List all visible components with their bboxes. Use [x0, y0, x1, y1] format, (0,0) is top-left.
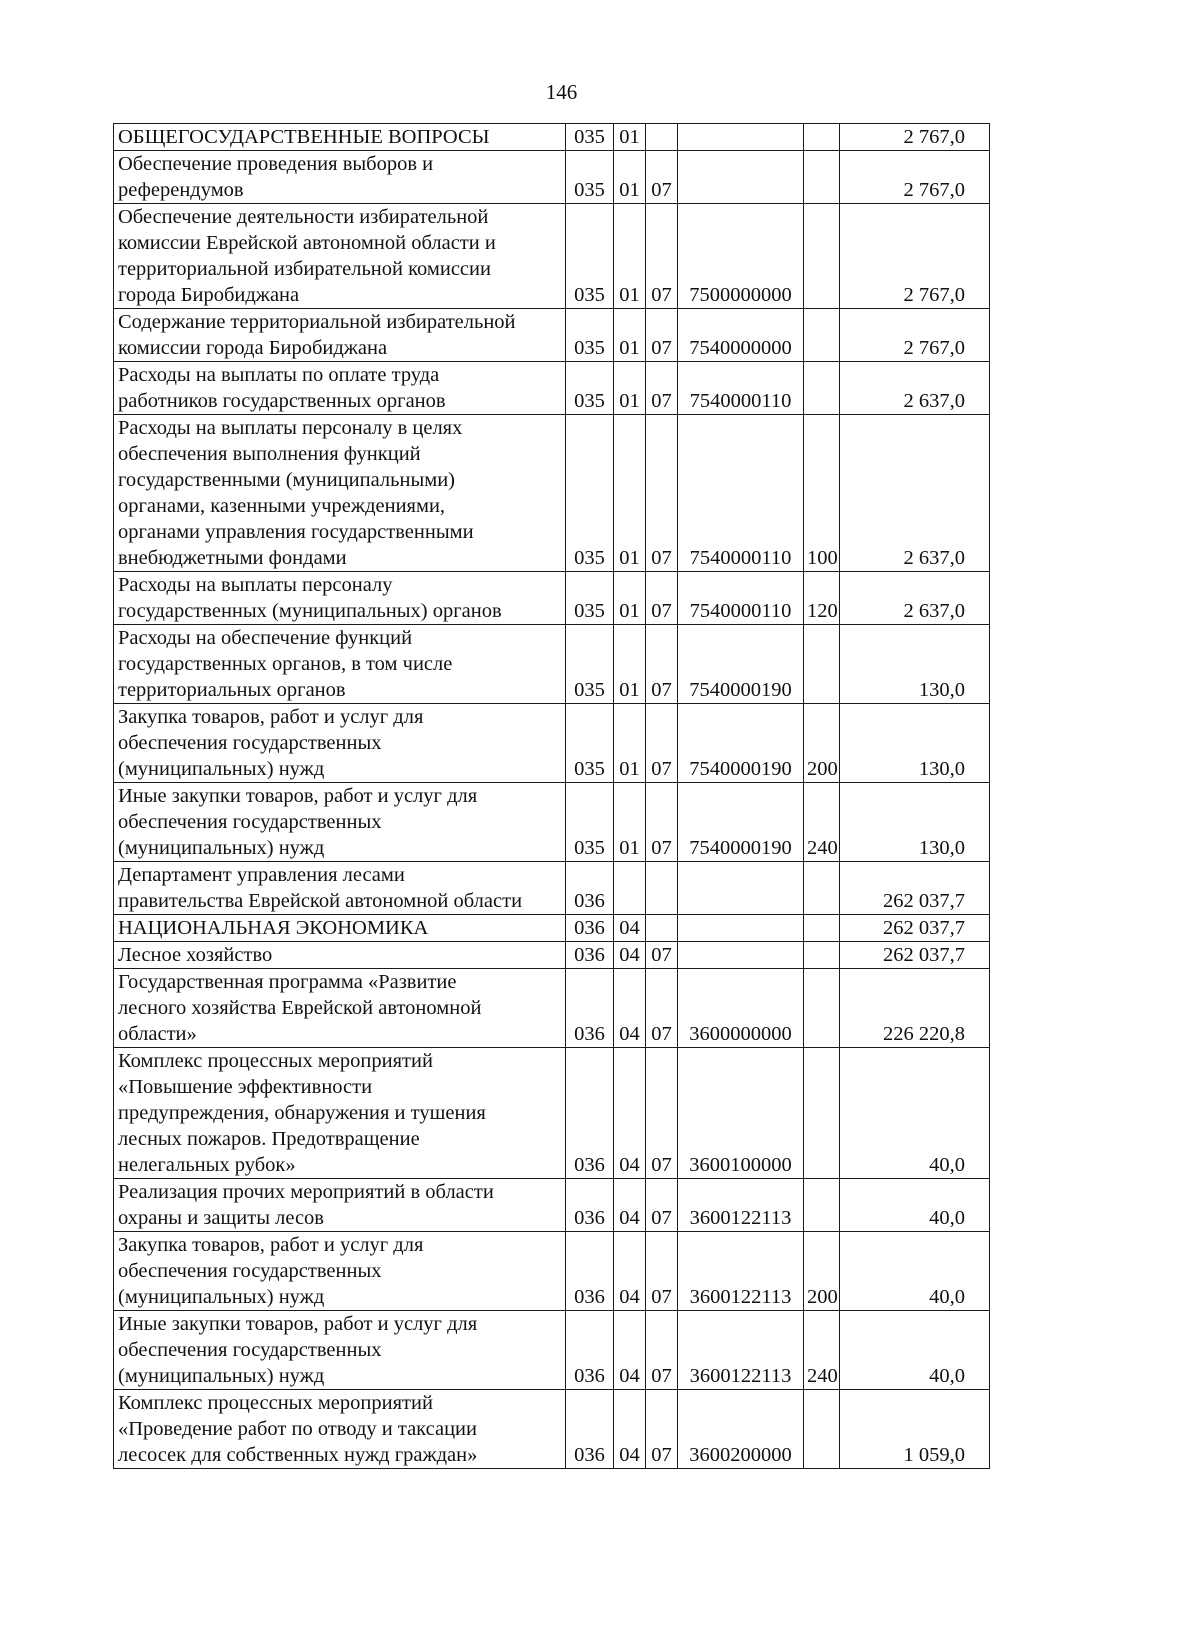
cell-expense-type	[804, 309, 840, 362]
cell-amount: 2 637,0	[840, 362, 990, 415]
cell-expense-type	[804, 151, 840, 204]
cell-name	[114, 1232, 566, 1311]
cell-expense-type	[804, 204, 840, 309]
cell-amount: 40,0	[840, 1232, 990, 1311]
cell-expense-type: 240	[804, 1311, 840, 1390]
cell-razdel: 01	[614, 572, 646, 625]
cell-expense-type	[804, 362, 840, 415]
cell-name-line: нелегальных рубок»	[118, 1154, 296, 1176]
cell-name-line: Расходы на выплаты по оплате труда	[118, 364, 440, 386]
cell-amount: 1 059,0	[840, 1390, 990, 1469]
cell-name-line: территориальных органов	[118, 679, 346, 701]
cell-target-article: 7540000190	[678, 625, 804, 704]
table-row	[114, 625, 990, 704]
cell-name-line: Комплекс процессных мероприятий	[118, 1050, 433, 1072]
cell-amount: 130,0	[840, 704, 990, 783]
cell-razdel: 01	[614, 704, 646, 783]
cell-name	[114, 704, 566, 783]
cell-target-article: 3600122113	[678, 1179, 804, 1232]
cell-target-article: 7540000190	[678, 783, 804, 862]
cell-razdel: 04	[614, 1390, 646, 1469]
cell-podrazdel: 07	[646, 1390, 678, 1469]
cell-ved: 036	[566, 1179, 614, 1232]
cell-target-article	[678, 942, 804, 969]
table-row	[114, 942, 990, 969]
cell-expense-type	[804, 1179, 840, 1232]
table-row	[114, 572, 990, 625]
cell-ved: 035	[566, 124, 614, 151]
cell-target-article: 3600122113	[678, 1232, 804, 1311]
table-row	[114, 1179, 990, 1232]
cell-podrazdel: 07	[646, 309, 678, 362]
cell-name-line: государственными (муниципальными)	[118, 469, 455, 491]
table-row	[114, 204, 990, 309]
cell-ved: 036	[566, 1048, 614, 1179]
cell-podrazdel: 07	[646, 1311, 678, 1390]
cell-name-line: органами управления государственными	[118, 521, 474, 543]
cell-target-article: 7540000110	[678, 415, 804, 572]
cell-name-line: Содержание территориальной избирательной	[118, 311, 516, 333]
cell-name-line: Реализация прочих мероприятий в области	[118, 1181, 494, 1203]
cell-podrazdel: 07	[646, 1232, 678, 1311]
cell-name	[114, 915, 566, 942]
cell-podrazdel: 07	[646, 1179, 678, 1232]
cell-name-line: государственных (муниципальных) органов	[118, 600, 502, 622]
cell-podrazdel: 07	[646, 625, 678, 704]
table-row	[114, 415, 990, 572]
cell-podrazdel: 07	[646, 1048, 678, 1179]
cell-amount: 2 767,0	[840, 204, 990, 309]
cell-target-article: 3600100000	[678, 1048, 804, 1179]
cell-ved: 036	[566, 1390, 614, 1469]
cell-name	[114, 625, 566, 704]
cell-name-line: внебюджетными фондами	[118, 547, 347, 569]
cell-amount: 2 767,0	[840, 124, 990, 151]
cell-expense-type: 200	[804, 1232, 840, 1311]
cell-podrazdel	[646, 862, 678, 915]
cell-razdel: 04	[614, 1232, 646, 1311]
cell-razdel: 04	[614, 1311, 646, 1390]
cell-amount: 40,0	[840, 1311, 990, 1390]
cell-name-line: обеспечения государственных	[118, 1260, 382, 1282]
cell-name	[114, 1179, 566, 1232]
cell-target-article: 7540000110	[678, 572, 804, 625]
cell-podrazdel: 07	[646, 969, 678, 1048]
cell-ved: 035	[566, 151, 614, 204]
cell-podrazdel: 07	[646, 783, 678, 862]
cell-razdel: 04	[614, 942, 646, 969]
cell-name-line: Иные закупки товаров, работ и услуг для	[118, 785, 478, 807]
table-row	[114, 1048, 990, 1179]
cell-ved: 036	[566, 942, 614, 969]
cell-name-line: охраны и защиты лесов	[118, 1207, 324, 1229]
cell-podrazdel: 07	[646, 204, 678, 309]
cell-razdel: 01	[614, 362, 646, 415]
cell-target-article: 7500000000	[678, 204, 804, 309]
cell-target-article: 3600000000	[678, 969, 804, 1048]
cell-ved: 036	[566, 862, 614, 915]
cell-name-line: (муниципальных) нужд	[118, 837, 325, 859]
table-row	[114, 309, 990, 362]
cell-amount: 40,0	[840, 1179, 990, 1232]
cell-name-line: Обеспечение деятельности избирательной	[118, 206, 489, 228]
cell-name	[114, 204, 566, 309]
cell-expense-type	[804, 915, 840, 942]
cell-expense-type	[804, 1390, 840, 1469]
cell-name-line: комиссии Еврейской автономной области и	[118, 232, 496, 254]
cell-amount: 130,0	[840, 783, 990, 862]
cell-razdel: 01	[614, 204, 646, 309]
table-row	[114, 783, 990, 862]
cell-razdel: 04	[614, 915, 646, 942]
cell-amount: 226 220,8	[840, 969, 990, 1048]
cell-amount: 262 037,7	[840, 942, 990, 969]
cell-name	[114, 942, 566, 969]
cell-ved: 036	[566, 1311, 614, 1390]
cell-name-line: обеспечения государственных	[118, 811, 382, 833]
table-row	[114, 915, 990, 942]
cell-razdel: 01	[614, 415, 646, 572]
cell-name	[114, 415, 566, 572]
cell-expense-type: 120	[804, 572, 840, 625]
table-row	[114, 969, 990, 1048]
cell-amount: 2 637,0	[840, 572, 990, 625]
budget-table-body	[114, 124, 990, 1469]
cell-name-line: обеспечения государственных	[118, 732, 382, 754]
cell-ved: 035	[566, 362, 614, 415]
cell-name-line: Комплекс процессных мероприятий	[118, 1392, 433, 1414]
cell-name-line: «Повышение эффективности	[118, 1076, 373, 1098]
cell-name-line: Расходы на обеспечение функций	[118, 627, 413, 649]
cell-name-line: Иные закупки товаров, работ и услуг для	[118, 1313, 478, 1335]
table-row	[114, 704, 990, 783]
cell-amount: 2 637,0	[840, 415, 990, 572]
cell-target-article	[678, 124, 804, 151]
cell-name	[114, 862, 566, 915]
cell-name-line: Обеспечение проведения выборов и	[118, 153, 434, 175]
cell-name	[114, 1048, 566, 1179]
cell-target-article: 3600122113	[678, 1311, 804, 1390]
cell-target-article: 7540000000	[678, 309, 804, 362]
table-row	[114, 862, 990, 915]
cell-target-article	[678, 915, 804, 942]
cell-name-line: обеспечения государственных	[118, 1339, 382, 1361]
cell-ved: 035	[566, 704, 614, 783]
cell-ved: 035	[566, 204, 614, 309]
table-row	[114, 124, 990, 151]
cell-name	[114, 969, 566, 1048]
cell-ved: 035	[566, 625, 614, 704]
cell-expense-type	[804, 625, 840, 704]
table-row	[114, 362, 990, 415]
cell-name-line: государственных органов, в том числе	[118, 653, 453, 675]
table-row	[114, 1390, 990, 1469]
cell-razdel: 04	[614, 1179, 646, 1232]
cell-name-line: ОБЩЕГОСУДАРСТВЕННЫЕ ВОПРОСЫ	[118, 126, 490, 148]
cell-expense-type	[804, 969, 840, 1048]
cell-ved: 035	[566, 783, 614, 862]
cell-amount: 40,0	[840, 1048, 990, 1179]
cell-name-line: обеспечения выполнения функций	[118, 443, 421, 465]
cell-razdel	[614, 862, 646, 915]
cell-name-line: комиссии города Биробиджана	[118, 337, 388, 359]
cell-ved: 036	[566, 915, 614, 942]
cell-podrazdel: 07	[646, 415, 678, 572]
cell-podrazdel	[646, 124, 678, 151]
cell-ved: 035	[566, 309, 614, 362]
table-row	[114, 1232, 990, 1311]
cell-razdel: 01	[614, 151, 646, 204]
cell-target-article: 7540000190	[678, 704, 804, 783]
cell-name-line: Расходы на выплаты персоналу в целях	[118, 417, 463, 439]
cell-name	[114, 1311, 566, 1390]
budget-table	[113, 123, 990, 1469]
cell-podrazdel: 07	[646, 942, 678, 969]
cell-name	[114, 783, 566, 862]
cell-ved: 036	[566, 969, 614, 1048]
cell-amount: 130,0	[840, 625, 990, 704]
cell-podrazdel	[646, 915, 678, 942]
cell-razdel: 01	[614, 783, 646, 862]
cell-name-line: лесного хозяйства Еврейской автономной	[118, 997, 482, 1019]
cell-razdel: 01	[614, 625, 646, 704]
cell-target-article: 3600200000	[678, 1390, 804, 1469]
cell-name-line: лесосек для собственных нужд граждан»	[118, 1444, 478, 1466]
cell-expense-type	[804, 862, 840, 915]
cell-expense-type: 100	[804, 415, 840, 572]
cell-name-line: предупреждения, обнаружения и тушения	[118, 1102, 486, 1124]
cell-name-line: города Биробиджана	[118, 284, 300, 306]
cell-name-line: Закупка товаров, работ и услуг для	[118, 706, 424, 728]
cell-expense-type	[804, 1048, 840, 1179]
cell-razdel: 01	[614, 309, 646, 362]
cell-target-article: 7540000110	[678, 362, 804, 415]
table-row	[114, 151, 990, 204]
cell-podrazdel: 07	[646, 572, 678, 625]
cell-expense-type: 200	[804, 704, 840, 783]
cell-podrazdel: 07	[646, 362, 678, 415]
cell-name-line: правительства Еврейской автономной области	[118, 890, 523, 912]
cell-name-line: НАЦИОНАЛЬНАЯ ЭКОНОМИКА	[118, 917, 429, 939]
cell-name-line: Закупка товаров, работ и услуг для	[118, 1234, 424, 1256]
cell-expense-type	[804, 942, 840, 969]
cell-name-line: Расходы на выплаты персоналу	[118, 574, 393, 596]
cell-name-line: лесных пожаров. Предотвращение	[118, 1128, 420, 1150]
cell-target-article	[678, 862, 804, 915]
cell-name-line: Лесное хозяйство	[118, 944, 273, 966]
cell-name-line: области»	[118, 1023, 197, 1045]
cell-name	[114, 151, 566, 204]
cell-name-line: Департамент управления лесами	[118, 864, 405, 886]
cell-expense-type	[804, 124, 840, 151]
cell-amount: 2 767,0	[840, 309, 990, 362]
cell-name-line: работников государственных органов	[118, 390, 446, 412]
cell-amount: 2 767,0	[840, 151, 990, 204]
page-number: 146	[545, 80, 578, 104]
cell-ved: 035	[566, 415, 614, 572]
cell-name-line: (муниципальных) нужд	[118, 1365, 325, 1387]
cell-name-line: (муниципальных) нужд	[118, 758, 325, 780]
cell-amount: 262 037,7	[840, 862, 990, 915]
cell-razdel: 04	[614, 969, 646, 1048]
cell-name-line: референдумов	[118, 179, 244, 201]
cell-amount: 262 037,7	[840, 915, 990, 942]
cell-razdel: 04	[614, 1048, 646, 1179]
cell-podrazdel: 07	[646, 151, 678, 204]
cell-name-line: органами, казенными учреждениями,	[118, 495, 446, 517]
cell-name-line: Государственная программа «Развитие	[118, 971, 457, 993]
cell-name	[114, 1390, 566, 1469]
cell-target-article	[678, 151, 804, 204]
cell-razdel: 01	[614, 124, 646, 151]
cell-name-line: территориальной избирательной комиссии	[118, 258, 491, 280]
table-row	[114, 1311, 990, 1390]
cell-name	[114, 309, 566, 362]
cell-name	[114, 362, 566, 415]
cell-ved: 036	[566, 1232, 614, 1311]
cell-name	[114, 124, 566, 151]
cell-name-line: (муниципальных) нужд	[118, 1286, 325, 1308]
cell-name-line: «Проведение работ по отводу и таксации	[118, 1418, 477, 1440]
cell-podrazdel: 07	[646, 704, 678, 783]
cell-expense-type: 240	[804, 783, 840, 862]
cell-ved: 035	[566, 572, 614, 625]
cell-name	[114, 572, 566, 625]
